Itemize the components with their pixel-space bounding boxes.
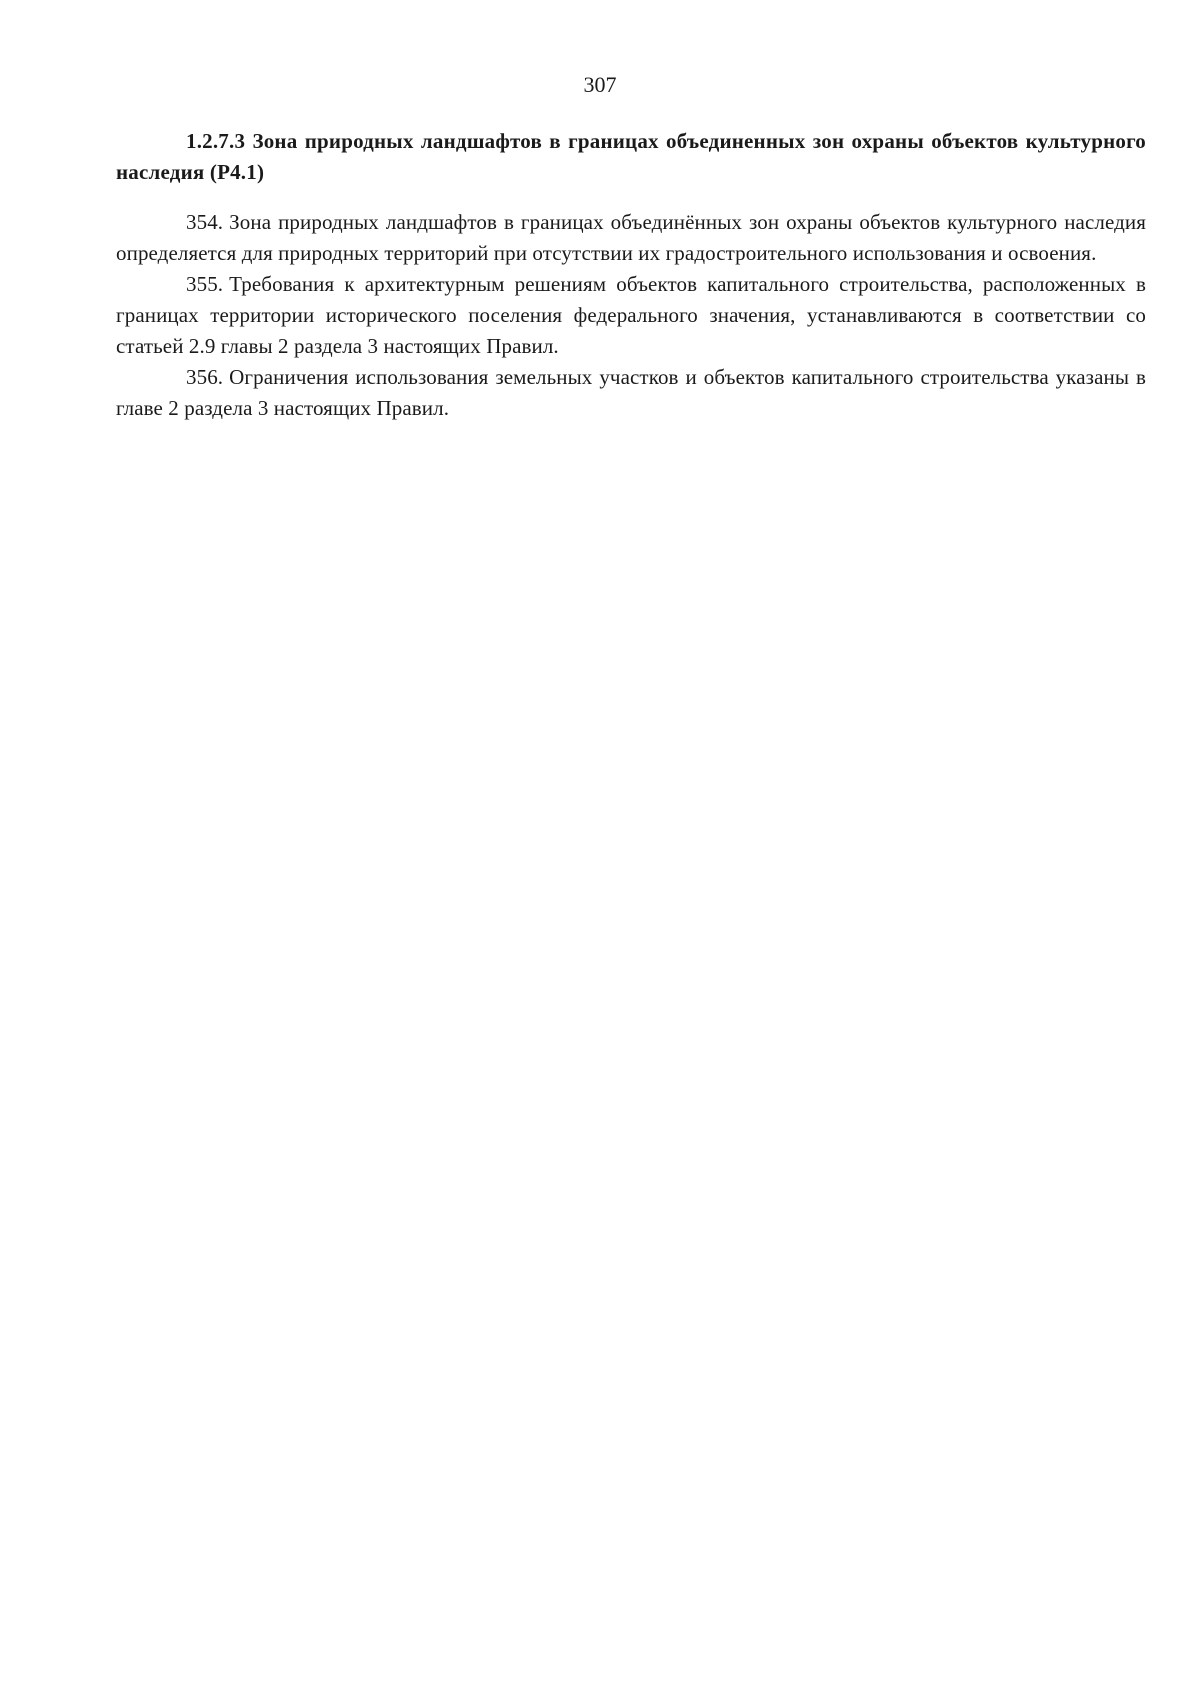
document-body — [116, 126, 1146, 424]
paragraph-355 — [116, 269, 1146, 362]
paragraph-number: 354. — [186, 210, 224, 234]
paragraph-text: Требования к архитектурным решениям объектов капитального строительства, расположенных в границах территории исторического поселения федерального значения, устанавливаются в соответствии со статьей 2.9 главы 2 раздела 3 настоящих Правил. — [116, 272, 1146, 358]
paragraph-number: 356. — [186, 365, 224, 389]
paragraph-text: Зона природных ландшафтов в границах объединённых зон охраны объектов культурного наследия определяется для природных территорий при отсутствии их градостроительного использования и освоения. — [116, 210, 1146, 265]
paragraph-354 — [116, 207, 1146, 269]
paragraph-number: 355. — [186, 272, 224, 296]
paragraph-text: Ограничения использования земельных участков и объектов капитального строительства указаны в главе 2 раздела 3 настоящих Правил. — [116, 365, 1146, 420]
page-number: 307 — [583, 72, 617, 97]
section-heading: 1.2.7.3 Зона природных ландшафтов в границах объединенных зон охраны объектов культурного наследия (Р4.1) — [116, 129, 1146, 184]
paragraph-356 — [116, 362, 1146, 424]
